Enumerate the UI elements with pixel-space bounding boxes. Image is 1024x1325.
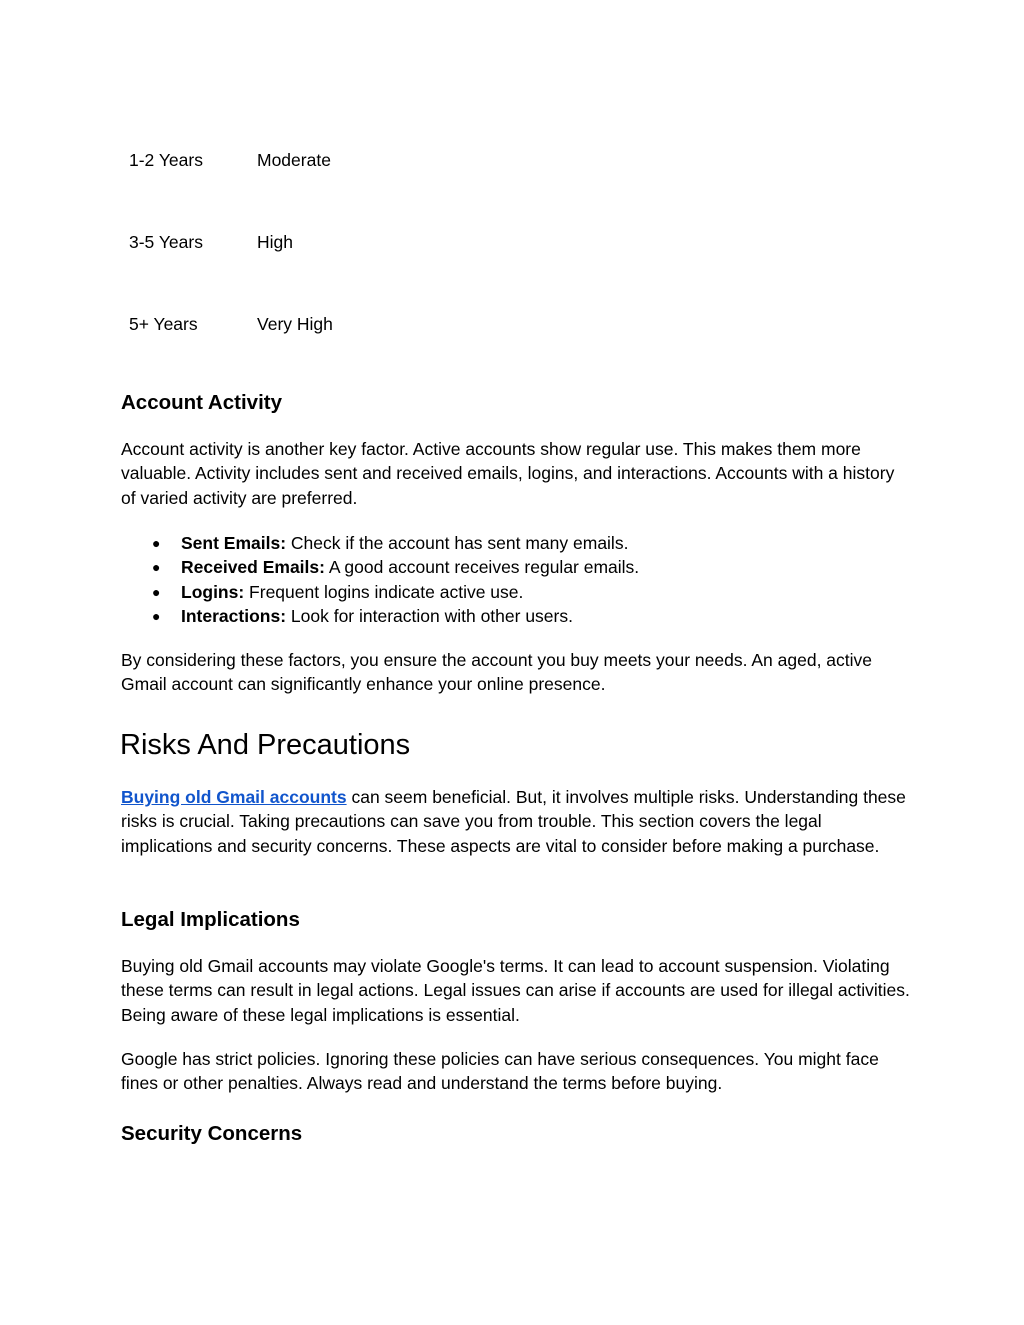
bullet-icon: ● — [152, 607, 161, 624]
bullet-icon: ● — [152, 535, 161, 551]
activity-bullet-list — [121, 531, 901, 628]
list-item-term: Interactions: — [181, 605, 287, 626]
table-cell-age: 5+ Years — [129, 314, 198, 334]
bullet-icon: ● — [152, 559, 161, 576]
section-heading-security: Security Concerns — [121, 1122, 303, 1145]
list-item — [121, 555, 901, 579]
list-item-term: Logins: — [181, 581, 245, 602]
account-activity-intro: Account activity is another key factor. Active accounts show regular use. This makes them more valuable. Activity includes sent and received emails, logins, and interactions. Accounts with a history of varied activity are preferred. — [121, 439, 895, 508]
list-item-text: Check if the account has sent many emails. — [286, 533, 629, 553]
list-item-term: Received Emails: — [181, 557, 325, 578]
list-item — [121, 580, 901, 604]
table-cell-age: 3-5 Years — [129, 232, 203, 252]
table-cell-value: Very High — [257, 314, 333, 334]
section-heading-risks: Risks And Precautions — [120, 729, 411, 761]
bullet-icon: ● — [152, 583, 161, 600]
buying-old-gmail-link[interactable]: Buying old Gmail accounts — [121, 787, 347, 807]
section-heading-legal: Legal Implications — [121, 908, 300, 931]
risks-intro — [121, 785, 911, 858]
section-heading-account-activity: Account Activity — [121, 391, 282, 414]
list-item-text: A good account receives regular emails. — [324, 557, 640, 578]
legal-paragraph-1: Buying old Gmail accounts may violate Google's terms. It can lead to account suspension. Violating these terms can result in legal actions. Legal issues can arise if accounts are used for illegal activities. Being aware of these legal implications is essential. — [121, 956, 910, 1025]
list-item — [121, 531, 901, 555]
table-cell-value: Moderate — [257, 150, 331, 170]
list-item-text: Frequent logins indicate active use. — [244, 581, 524, 602]
list-item-text: Look for interaction with other users. — [286, 605, 573, 626]
list-item-term: Sent Emails: — [181, 533, 287, 553]
risks-intro-text: can seem beneficial. But, it involves multiple risks. Understanding these risks is crucial. Taking precautions can save you from trouble. This section covers the legal implications and security concerns. These aspects are vital to consider before making a purchase. — [121, 787, 906, 856]
account-activity-closing: By considering these factors, you ensure the account you buy meets your needs. An aged, active Gmail account can significantly enhance your online presence. — [121, 650, 873, 695]
table-cell-value: High — [257, 232, 293, 252]
legal-paragraph-2: Google has strict policies. Ignoring these policies can have serious consequences. You might face fines or other penalties. Always read and understand the terms before buying. — [121, 1049, 879, 1094]
list-item — [121, 604, 901, 628]
table-cell-age: 1-2 Years — [129, 150, 203, 170]
